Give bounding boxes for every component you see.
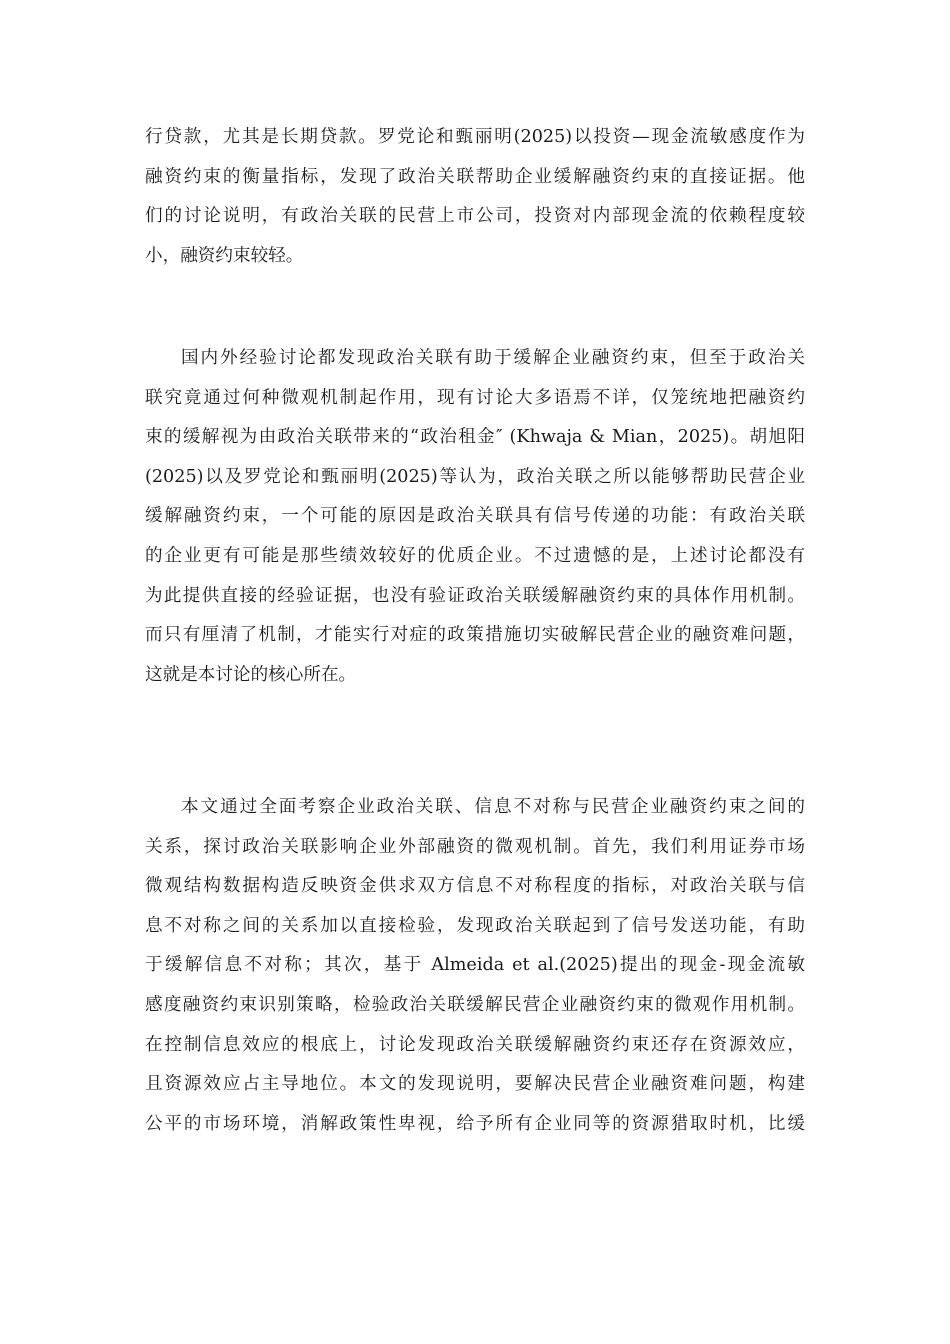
text-line: 公平的市场环境，消解政策性卑视，给予所有企业同等的资源猎取时机，比缓 [145, 1113, 805, 1134]
text-line: 国内外经验讨论都发现政治关联有助于缓解企业融资约束，但至于政治关 [181, 348, 805, 368]
text-line: 融资约束的衡量指标，发现了政治关联帮助企业缓解融资约束的直接证据。他 [145, 166, 805, 187]
text-line: 且资源效应占主导地位。本文的发现说明，要解决民营企业融资难问题，构建 [145, 1074, 805, 1095]
text-line: 于缓解信息不对称；其次，基于 Almeida et al.(2025)提出的现金-现金流敏 [145, 955, 805, 976]
text-line: 小，融资约束较轻。 [145, 245, 304, 266]
text-line: 微观结构数据构造反映资金供求双方信息不对称程度的指标，对政治关联与信 [145, 876, 805, 897]
text-line: 缓解融资约束，一个可能的原因是政治关联具有信号传递的功能：有政治关联 [145, 506, 805, 527]
text-line: 在控制信息效应的根底上，讨论发现政治关联缓解融资约束还存在资源效应， [145, 1034, 805, 1055]
text-line: 关系，探讨政治关联影响企业外部融资的微观机制。首先，我们利用证券市场 [145, 836, 805, 857]
text-line: 行贷款，尤其是长期贷款。罗党论和甄丽明(2025)以投资—现金流敏感度作为 [145, 127, 805, 147]
text-line: 感度融资约束识别策略，检验政治关联缓解民营企业融资约束的微观作用机制。 [145, 994, 805, 1015]
text-line: 的企业更有可能是那些绩效较好的优质企业。不过遗憾的是，上述讨论都没有 [145, 545, 805, 566]
text-line: 联究竟通过何种微观机制起作用，现有讨论大多语焉不详，仅笼统地把融资约 [145, 387, 805, 408]
text-line: 本文通过全面考察企业政治关联、信息不对称与民营企业融资约束之间的 [181, 797, 805, 817]
text-line: 为此提供直接的经验证据，也没有验证政治关联缓解融资约束的具体作用机制。 [145, 585, 805, 606]
paragraph-1 [145, 118, 805, 276]
text-line: 息不对称之间的关系加以直接检验，发现政治关联起到了信号发送功能，有助 [145, 915, 805, 936]
text-line: 而只有厘清了机制，才能实行对症的政策措施切实破解民营企业的融资难问题， [145, 625, 805, 646]
text-line: (2025)以及罗党论和甄丽明(2025)等认为，政治关联之所以能够帮助民营企业 [145, 466, 805, 487]
text-line: 们的讨论说明，有政治关联的民营上市公司，投资对内部现金流的依赖程度较 [145, 206, 805, 227]
text-line: 这就是本讨论的核心所在。 [145, 664, 357, 685]
paragraph-2 [145, 339, 805, 695]
text-line: 束的缓解视为由政治关联带来的“政治租金″ (Khwaja & Mian，2025)。胡旭阳 [145, 427, 805, 448]
paragraph-3 [145, 788, 805, 1144]
